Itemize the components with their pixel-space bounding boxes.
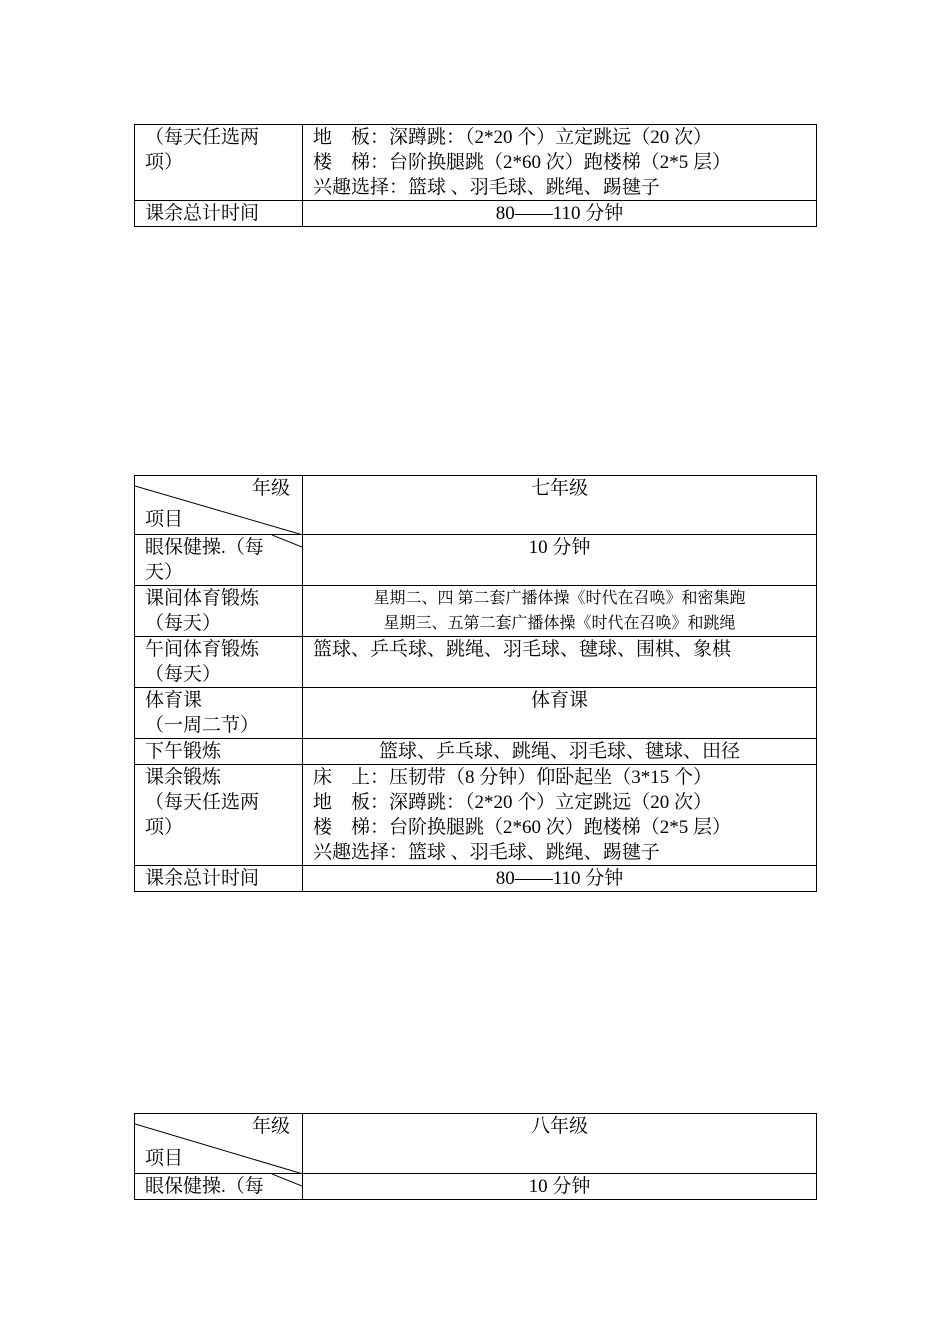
row-content: 80——110 分钟 — [303, 866, 817, 892]
row-label: （每天任选两 项） — [135, 125, 303, 201]
row-content: 地 板：深蹲跳：（2*20 个）立定跳远（20 次） 楼 梯：台阶换腿跳（2*60 次）跑楼梯（2*5 层） 兴趣选择：篮球 、羽毛球、跳绳、踢毽子 — [303, 125, 817, 201]
schedule-table-continued — [134, 124, 817, 227]
row-content: 10 分钟 — [303, 535, 817, 586]
table-row — [135, 866, 817, 892]
diagonal-header-cell — [135, 1114, 303, 1174]
row-content: 篮球、乒乓球、跳绳、羽毛球、毽球、围棋、象棋 — [303, 637, 817, 688]
table-row — [135, 637, 817, 688]
diagonal-mark — [272, 1174, 302, 1188]
diagonal-header-cell — [135, 476, 303, 535]
row-content: 80——110 分钟 — [303, 201, 817, 227]
row-label: 午间体育锻炼 （每天） — [135, 637, 303, 688]
grade7-schedule-table — [134, 475, 817, 892]
row-label: 眼保健操.（每 — [135, 1174, 303, 1200]
row-label: 课余总计时间 — [135, 201, 303, 227]
table-row — [135, 1174, 817, 1200]
table-header-row — [135, 476, 817, 535]
grade-title: 八年级 — [303, 1114, 817, 1174]
grade-header-label: 年级 — [251, 1116, 290, 1137]
row-content: 10 分钟 — [303, 1174, 817, 1200]
row-label: 课余锻炼 （每天任选两 项） — [135, 765, 303, 866]
grade-header-label: 年级 — [251, 478, 290, 499]
diagonal-mark — [272, 535, 302, 549]
row-label: 体育课 （一周二节） — [135, 688, 303, 739]
row-content: 星期二、四 第二套广播体操《时代在召唤》和密集跑 星期三、五第二套广播体操《时代在召唤》和跳绳 — [303, 586, 817, 637]
table-row — [135, 201, 817, 227]
item-header-label: 项目 — [145, 509, 184, 530]
grade-title: 七年级 — [303, 476, 817, 535]
row-content: 篮球、乒乓球、跳绳、羽毛球、毽球、田径 — [303, 739, 817, 765]
table-row — [135, 535, 817, 586]
table-row — [135, 586, 817, 637]
table-row — [135, 688, 817, 739]
row-content: 床 上：压韧带（8 分钟）仰卧起坐（3*15 个） 地 板：深蹲跳：（2*20 个）立定跳远（20 次） 楼 梯：台阶换腿跳（2*60 次）跑楼梯（2*5 层） 兴趣选择：篮球 、羽毛球、跳绳、踢毽子 — [303, 765, 817, 866]
table-row — [135, 739, 817, 765]
table-row — [135, 765, 817, 866]
row-label: 眼保健操.（每 天） — [135, 535, 303, 586]
row-label: 课间体育锻炼 （每天） — [135, 586, 303, 637]
grade8-schedule-table — [134, 1113, 817, 1200]
row-label: 课余总计时间 — [135, 866, 303, 892]
item-header-label: 项目 — [145, 1148, 184, 1169]
row-content: 体育课 — [303, 688, 817, 739]
table-row — [135, 125, 817, 201]
row-label: 下午锻炼 — [135, 739, 303, 765]
table-header-row — [135, 1114, 817, 1174]
